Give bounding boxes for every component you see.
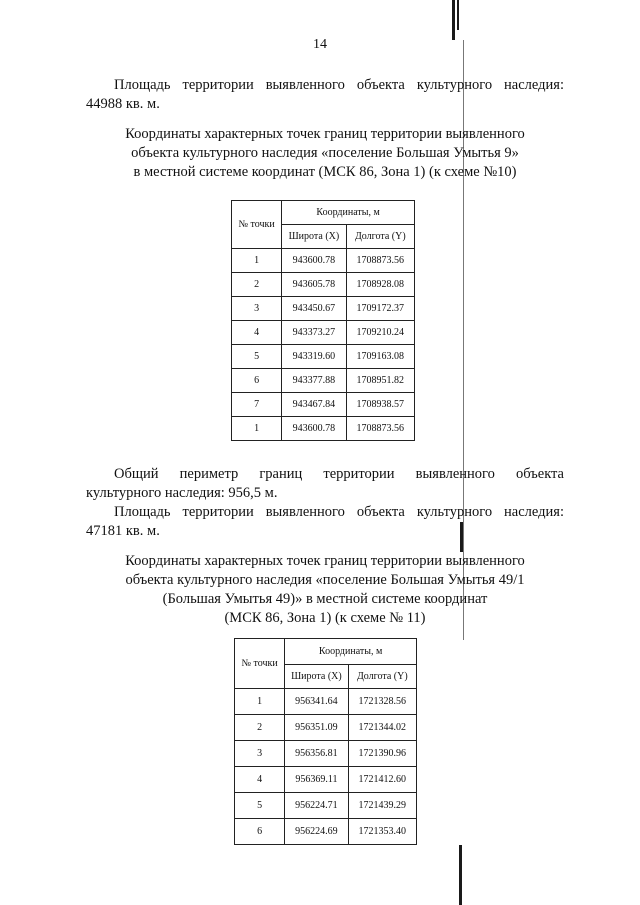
table-row: [235, 819, 417, 845]
area-line-2: 47181 кв. м.: [86, 523, 160, 539]
latitude-cell: 943450.67: [282, 297, 346, 321]
point-number-cell: 5: [235, 793, 285, 819]
latitude-cell: 943605.78: [282, 273, 346, 297]
area-paragraph-1: [86, 76, 564, 114]
table-row: [232, 297, 415, 321]
longitude-cell: 1721412.60: [348, 767, 416, 793]
caption-line: (МСК 86, Зона 1) (к схеме № 11): [224, 610, 426, 626]
table-caption-2: [86, 552, 564, 628]
caption-line: Координаты характерных точек границ территории выявленного: [125, 553, 525, 569]
point-number-cell: 2: [232, 273, 282, 297]
header-latitude: Широта (X): [282, 225, 346, 249]
longitude-cell: 1721328.56: [348, 689, 416, 715]
table-row: [235, 767, 417, 793]
point-number-cell: 4: [235, 767, 285, 793]
area-paragraph-2: [86, 503, 564, 541]
table-row: [235, 741, 417, 767]
latitude-cell: 943373.27: [282, 321, 346, 345]
point-number-cell: 2: [235, 715, 285, 741]
caption-line: объекта культурного наследия «поселение Большая Умытья 9»: [131, 145, 519, 161]
latitude-cell: 956369.11: [285, 767, 348, 793]
table-row: [232, 417, 415, 441]
longitude-cell: 1721390.96: [348, 741, 416, 767]
header-latitude: Широта (X): [285, 665, 348, 689]
longitude-cell: 1708938.57: [346, 393, 414, 417]
longitude-cell: 1709210.24: [346, 321, 414, 345]
caption-line: в местной системе координат (МСК 86, Зона 1) (к схеме №10): [133, 164, 517, 180]
latitude-cell: 956351.09: [285, 715, 348, 741]
header-coordinates: Координаты, м: [282, 201, 415, 225]
header-coordinates: Координаты, м: [285, 639, 417, 665]
point-number-cell: 5: [232, 345, 282, 369]
point-number-cell: 3: [235, 741, 285, 767]
longitude-cell: 1708928.08: [346, 273, 414, 297]
longitude-cell: 1708951.82: [346, 369, 414, 393]
header-point-number: № точки: [235, 639, 285, 689]
point-number-cell: 4: [232, 321, 282, 345]
perimeter-line-1: Общий периметр границ территории выявленного объекта: [114, 466, 564, 482]
latitude-cell: 943600.78: [282, 249, 346, 273]
longitude-cell: 1709163.08: [346, 345, 414, 369]
point-number-cell: 6: [232, 369, 282, 393]
table-row: [232, 273, 415, 297]
table-row: [232, 321, 415, 345]
table-row: [232, 393, 415, 417]
table-row: [232, 249, 415, 273]
latitude-cell: 956341.64: [285, 689, 348, 715]
scan-artifact-line: [457, 0, 459, 30]
point-number-cell: 7: [232, 393, 282, 417]
latitude-cell: 956224.69: [285, 819, 348, 845]
header-longitude: Долгота (Y): [346, 225, 414, 249]
table-row: [235, 689, 417, 715]
area-line-1: Площадь территории выявленного объекта культурного наследия:: [114, 77, 564, 93]
scan-artifact-line: [459, 845, 462, 905]
table-caption-1: [86, 125, 564, 182]
table-row: [232, 345, 415, 369]
longitude-cell: 1721344.02: [348, 715, 416, 741]
point-number-cell: 1: [232, 417, 282, 441]
latitude-cell: 956356.81: [285, 741, 348, 767]
longitude-cell: 1721439.29: [348, 793, 416, 819]
header-longitude: Долгота (Y): [348, 665, 416, 689]
table-row: [235, 793, 417, 819]
header-point-number: № точки: [232, 201, 282, 249]
caption-line: (Большая Умытья 49)» в местной системе координат: [162, 591, 488, 607]
latitude-cell: 956224.71: [285, 793, 348, 819]
latitude-cell: 943377.88: [282, 369, 346, 393]
point-number-cell: 1: [235, 689, 285, 715]
perimeter-paragraph: [86, 465, 564, 503]
latitude-cell: 943467.84: [282, 393, 346, 417]
longitude-cell: 1721353.40: [348, 819, 416, 845]
scan-artifact-line: [452, 0, 455, 40]
coordinates-table-2: [234, 638, 417, 845]
latitude-cell: 943319.60: [282, 345, 346, 369]
page-number: 14: [313, 37, 327, 52]
longitude-cell: 1709172.37: [346, 297, 414, 321]
table-row: [232, 369, 415, 393]
longitude-cell: 1708873.56: [346, 417, 414, 441]
point-number-cell: 3: [232, 297, 282, 321]
longitude-cell: 1708873.56: [346, 249, 414, 273]
caption-line: Координаты характерных точек границ территории выявленного: [125, 126, 525, 142]
coordinates-table-1: [231, 200, 415, 441]
area-line-1: Площадь территории выявленного объекта культурного наследия:: [114, 504, 564, 520]
latitude-cell: 943600.78: [282, 417, 346, 441]
point-number-cell: 6: [235, 819, 285, 845]
point-number-cell: 1: [232, 249, 282, 273]
area-line-2: 44988 кв. м.: [86, 96, 160, 112]
table-row: [235, 715, 417, 741]
caption-line: объекта культурного наследия «поселение Большая Умытья 49/1: [125, 572, 525, 588]
perimeter-line-2: культурного наследия: 956,5 м.: [86, 485, 278, 501]
